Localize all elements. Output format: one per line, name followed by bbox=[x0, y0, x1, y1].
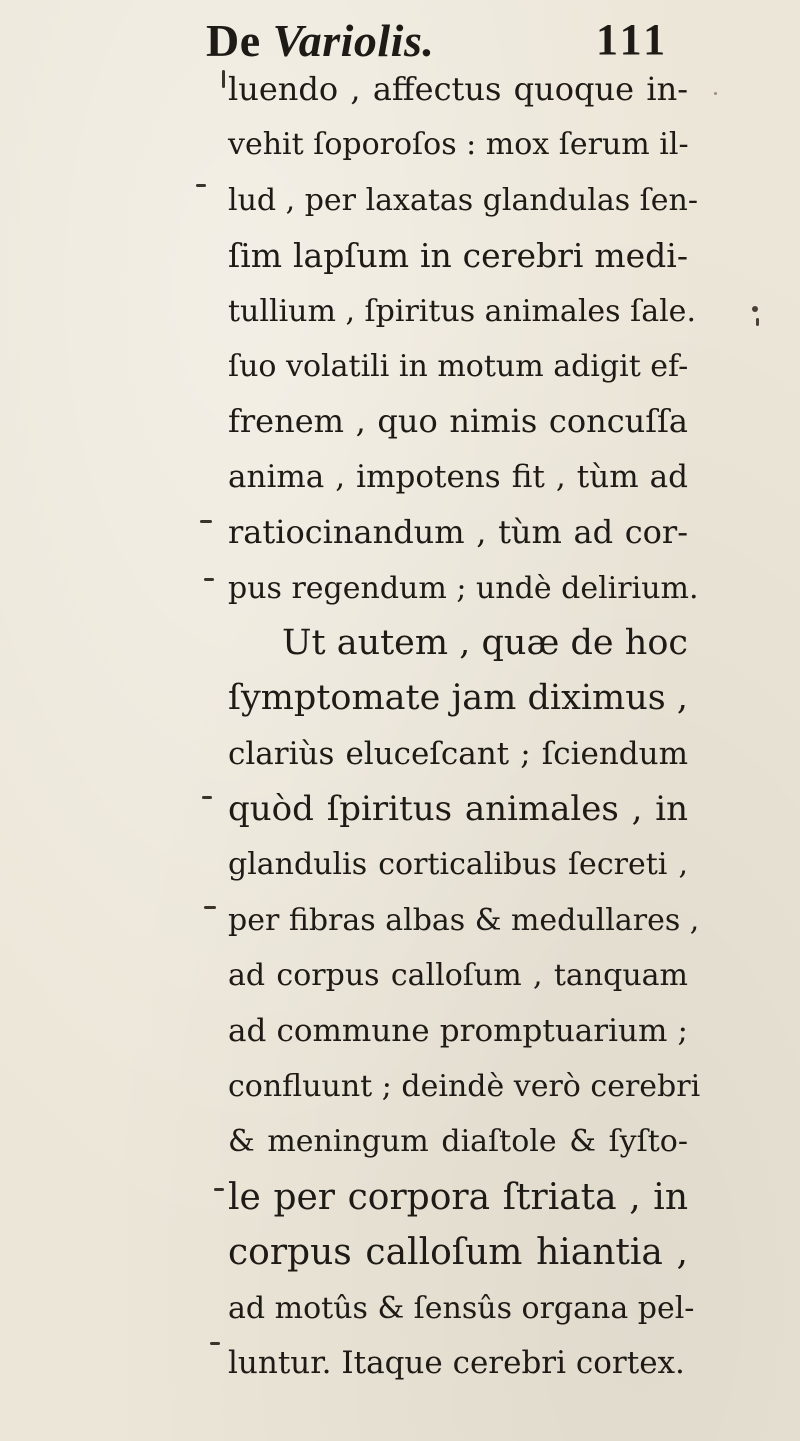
text-line: luendo , affectus quoque in- bbox=[228, 70, 688, 108]
margin-mark bbox=[202, 796, 212, 799]
text-line: clariùs eluceſcant ; ſciendum bbox=[228, 735, 688, 772]
text-line: ſim lapſum in cerebri medi- bbox=[228, 236, 688, 276]
margin-mark bbox=[222, 70, 225, 88]
text-line: glandulis corticalibus ſecreti , bbox=[228, 847, 688, 883]
text-line: & meningum diaſtole & ſyſto- bbox=[228, 1124, 688, 1160]
margin-mark bbox=[200, 520, 212, 523]
text-line: ſymptomate jam diximus , bbox=[228, 678, 688, 719]
ink-speck bbox=[752, 306, 758, 312]
text-line: pus regendum ; undè delirium. bbox=[228, 570, 699, 606]
text-line: ratiocinandum , tùm ad cor- bbox=[228, 513, 688, 552]
text-line: ſuo volatili in motum adigit ef- bbox=[228, 348, 689, 384]
margin-mark bbox=[214, 1188, 224, 1191]
running-title bbox=[206, 14, 434, 67]
running-title-rest: Variolis. bbox=[272, 15, 435, 66]
ink-speck bbox=[714, 92, 717, 95]
running-title-first-word: De bbox=[206, 15, 261, 66]
text-line: ad motûs & ſensûs organa pel- bbox=[228, 1290, 695, 1326]
margin-mark bbox=[204, 906, 216, 909]
text-line: per fibras albas & medullares , bbox=[228, 902, 700, 938]
text-line: confluunt ; deindè verò cerebri bbox=[228, 1069, 701, 1105]
margin-mark bbox=[204, 578, 214, 581]
text-line: Ut autem , quæ de hoc bbox=[282, 622, 688, 663]
text-line: luntur. Itaque cerebri cortex. bbox=[228, 1344, 685, 1381]
margin-mark bbox=[210, 1342, 220, 1345]
text-line: lud , per laxatas glandulas ſen- bbox=[228, 182, 698, 218]
text-line: ad corpus calloſum , tanquam bbox=[228, 958, 688, 994]
text-line: le per corpora ſtriata , in bbox=[228, 1176, 688, 1218]
ink-speck bbox=[756, 318, 759, 326]
text-line: quòd ſpiritus animales , in bbox=[228, 789, 688, 830]
margin-mark bbox=[196, 184, 206, 187]
body-text bbox=[228, 62, 701, 1391]
text-line: corpus calloſum hiantia , bbox=[228, 1232, 688, 1274]
text-line: anima , impotens fit , tùm ad bbox=[228, 458, 688, 495]
page-header bbox=[0, 6, 800, 66]
text-line: tullium , ſpiritus animales ſale. bbox=[228, 293, 696, 329]
text-line: ad commune promptuarium ; bbox=[228, 1012, 688, 1049]
text-line: frenem , quo nimis concuſſa bbox=[228, 402, 688, 441]
page-number: 111 bbox=[596, 15, 670, 64]
text-line: vehit ſoporoſos : mox ſerum il- bbox=[228, 127, 689, 163]
